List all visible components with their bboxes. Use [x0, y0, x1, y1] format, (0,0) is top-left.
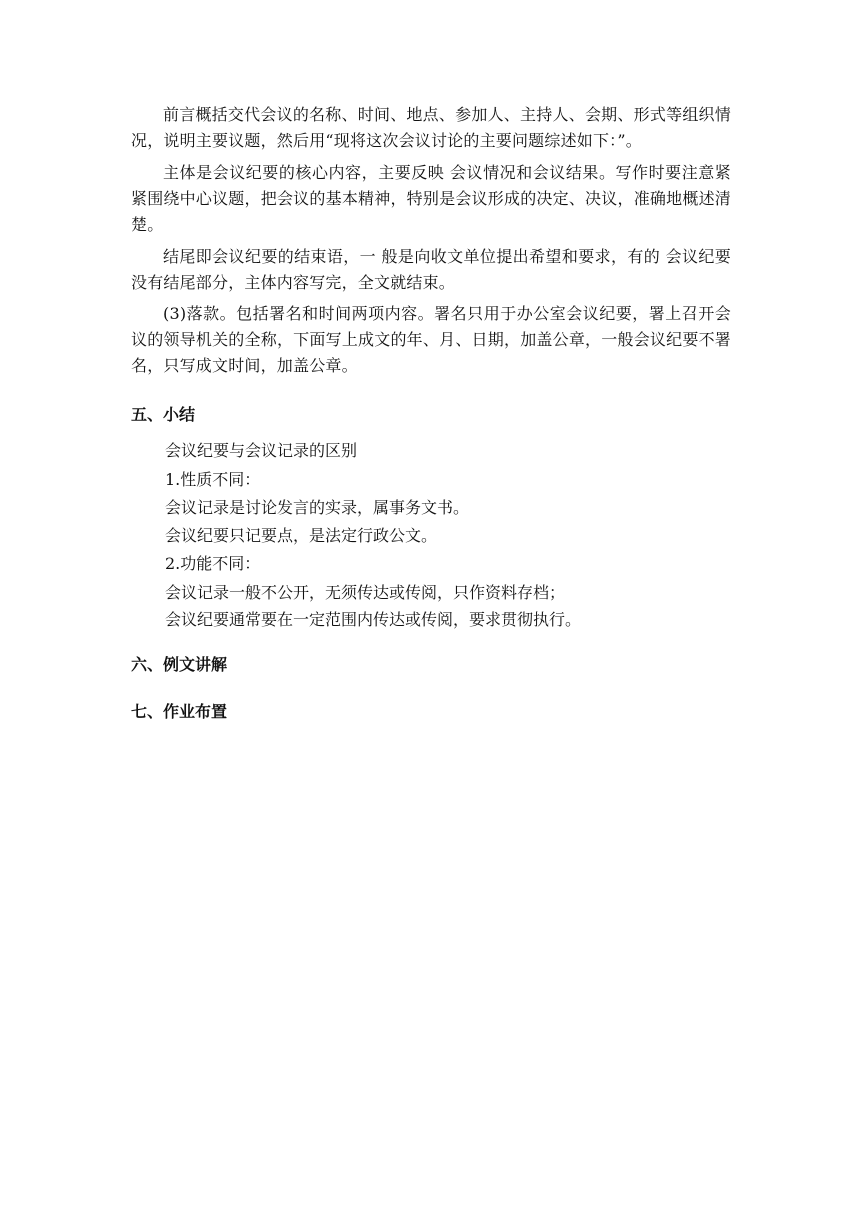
paragraph-body: 主体是会议纪要的核心内容，主要反映 会议情况和会议结果。写作时要注意紧紧围绕中心议题，把会议的基本精神，特别是会议形成的决定、决议，准确地概述清楚。 [131, 163, 731, 234]
paragraph-preface: 前言概括交代会议的名称、时间、地点、参加人、主持人、会期、形式等组织情况，说明主要议题，然后用“现将这次会议讨论的主要问题综述如下：”。 [131, 105, 731, 150]
summary-line: 1.性质不同： [165, 470, 261, 489]
summary-line: 会议纪要与会议记录的区别 [165, 441, 358, 460]
summary-line: 会议记录是讨论发言的实录，属事务文书。 [165, 498, 470, 517]
section-heading-example: 六、例文讲解 [131, 655, 228, 674]
summary-line: 2.功能不同： [165, 554, 261, 573]
section-heading-homework: 七、作业布置 [131, 702, 228, 721]
section-heading-summary: 五、小结 [131, 405, 196, 424]
summary-line: 会议记录一般不公开，无须传达或传阅，只作资料存档； [165, 583, 566, 602]
summary-line: 会议纪要通常要在一定范围内传达或传阅，要求贯彻执行。 [165, 610, 582, 629]
paragraph-ending: 结尾即会议纪要的结束语，一 般是向收文单位提出希望和要求，有的 会议纪要没有结尾部分，主体内容写完，全文就结束。 [131, 247, 731, 292]
summary-line: 会议纪要只记要点，是法定行政公文。 [165, 526, 438, 545]
paragraph-signature: (3)落款。包括署名和时间两项内容。署名只用于办公室会议纪要，署上召开会议的领导机关的全称，下面写上成文的年、月、日期，加盖公章，一般会议纪要不署名，只写成文时间，加盖公章。 [131, 304, 731, 375]
